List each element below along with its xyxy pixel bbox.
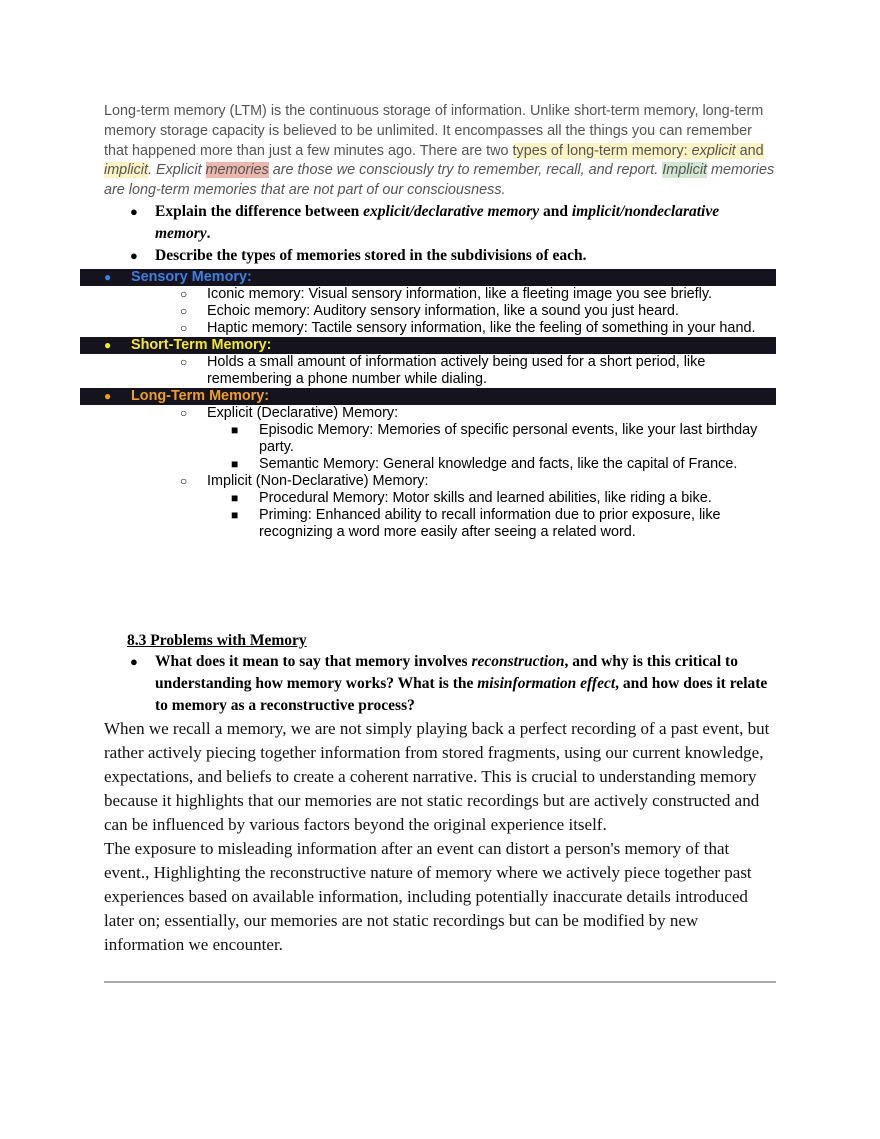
highlight-types xyxy=(513,143,764,159)
q1-text-c: and xyxy=(539,202,572,220)
question-list xyxy=(104,651,776,717)
short-term-item-text: Holds a small amount of information actively being used for a short period, like remembering a phone number while dialing. xyxy=(207,353,706,387)
square-bullet-icon: ■ xyxy=(231,507,239,522)
list-item xyxy=(104,490,776,507)
episodic-memory-text: Episodic Memory: Memories of specific personal events, like your last birthday party. xyxy=(259,421,758,455)
circle-bullet-icon: ○ xyxy=(180,320,188,335)
memory-notes xyxy=(104,102,776,541)
priming-text: Priming: Enhanced ability to recall information due to prior exposure, like recognizing a word more easily after seeing a related word. xyxy=(259,506,721,540)
short-term-memory-heading xyxy=(80,337,776,354)
highlight-implicit: implicit xyxy=(104,162,148,179)
circle-bullet-icon: ○ xyxy=(180,286,188,301)
long-term-memory-heading xyxy=(80,388,776,405)
square-bullet-icon: ■ xyxy=(231,490,239,505)
sensory-item-text: Haptic memory: Tactile sensory information, like the feeling of something in your hand. xyxy=(207,319,756,336)
question-explicit-implicit xyxy=(104,201,776,245)
short-term-memory-title: Short-Term Memory: xyxy=(131,336,272,353)
intro-text-4: memories are long-term memories that are not part of our consciousness. xyxy=(104,162,775,199)
horizontal-divider xyxy=(104,981,776,983)
sensory-item-text: Echoic memory: Auditory sensory information, like a sound you just heard. xyxy=(207,302,679,319)
list-item xyxy=(104,320,776,337)
bullet-icon: ● xyxy=(104,269,112,284)
sensory-item-text: Iconic memory: Visual sensory information, like a fleeting image you see briefly. xyxy=(207,285,712,302)
procedural-memory-text: Procedural Memory: Motor skills and learned abilities, like riding a bike. xyxy=(259,489,712,506)
sensory-memory-heading xyxy=(80,269,776,286)
section-title: 8.3 Problems with Memory xyxy=(127,632,307,649)
list-item xyxy=(104,354,776,388)
q1-text-d: implicit/nondeclarative memory xyxy=(155,202,720,242)
highlight-and: and xyxy=(735,142,764,159)
explicit-memory-label: Explicit (Declarative) Memory: xyxy=(207,404,399,421)
bullet-icon: ● xyxy=(104,388,112,403)
list-item xyxy=(104,303,776,320)
intro-text-1: Long-term memory (LTM) is the continuous storage of information. Unlike short-term memory, long-term memory storage capacity is believed to be unlimited. It encompasses all the things you can remember that happened more than just a few minutes ago. There are two xyxy=(104,103,764,159)
circle-bullet-icon: ○ xyxy=(180,303,188,318)
question-reconstruction xyxy=(104,651,776,717)
square-bullet-icon: ■ xyxy=(231,422,239,437)
highlight-implicit-2: Implicit xyxy=(662,162,708,179)
bullet-icon: ● xyxy=(104,337,112,352)
q3-text-a: What does it mean to say that memory involves xyxy=(155,653,472,670)
q3-text-b: reconstruction xyxy=(471,653,565,670)
sensory-memory-title: Sensory Memory: xyxy=(131,268,252,285)
highlight-explicit: explicit xyxy=(691,142,736,159)
highlight-memories: memories xyxy=(205,162,269,179)
ltm-intro-paragraph xyxy=(104,102,776,201)
bullet-icon: ● xyxy=(130,203,138,219)
list-item xyxy=(104,507,776,541)
q1-text-b: explicit/declarative memory xyxy=(363,202,540,220)
circle-bullet-icon: ○ xyxy=(180,354,188,369)
intro-text-3: are those we consciously try to remember, recall, and report. xyxy=(268,162,663,179)
list-item xyxy=(104,405,776,422)
question-subdivisions xyxy=(104,245,776,267)
bullet-icon: ● xyxy=(130,654,138,669)
q3-text-e: , and how does it relate to memory as a reconstructive process? xyxy=(155,675,768,714)
implicit-memory-label: Implicit (Non-Declarative) Memory: xyxy=(207,472,429,489)
square-bullet-icon: ■ xyxy=(231,456,239,471)
question-list xyxy=(104,201,776,267)
q3-text-c: , and why is this critical to understanding how memory works? What is the xyxy=(155,653,738,692)
highlight-types-text: types of long-term memory: xyxy=(512,142,692,159)
list-item xyxy=(104,422,776,456)
q2-text: Describe the types of memories stored in the subdivisions of each. xyxy=(155,246,587,264)
list-item xyxy=(104,286,776,303)
circle-bullet-icon: ○ xyxy=(180,405,188,420)
q1-text-e: . xyxy=(206,224,211,242)
long-term-memory-title: Long-Term Memory: xyxy=(131,387,270,404)
section-8-3 xyxy=(104,631,776,957)
answer-paragraph-2: The exposure to misleading information after an event can distort a person's memory of that event., Highlighting the reconstructive nature of memory where we actively piece together past experiences based on available information, including potentially inaccurate details introduced later on; essentially, our memories are not static recordings but can be modified by new information we encounter. xyxy=(104,839,752,954)
q1-text-a: Explain the difference between xyxy=(155,202,364,220)
intro-text-2: . Explicit xyxy=(147,162,206,179)
semantic-memory-text: Semantic Memory: General knowledge and facts, like the capital of France. xyxy=(259,455,738,472)
q3-text-d: misinformation effect xyxy=(477,675,616,692)
circle-bullet-icon: ○ xyxy=(180,473,188,488)
answer-paragraph-1: When we recall a memory, we are not simply playing back a perfect recording of a past event, but rather actively piecing together information from stored fragments, using our current knowledge, expectations, and beliefs to create a coherent narrative. This is crucial to understanding memory because it highlights that our memories are not static recordings but are actively constructed and can be influenced by various factors beyond the original experience itself. xyxy=(104,719,770,834)
list-item xyxy=(104,456,776,473)
bullet-icon: ● xyxy=(130,247,138,263)
list-item xyxy=(104,473,776,490)
